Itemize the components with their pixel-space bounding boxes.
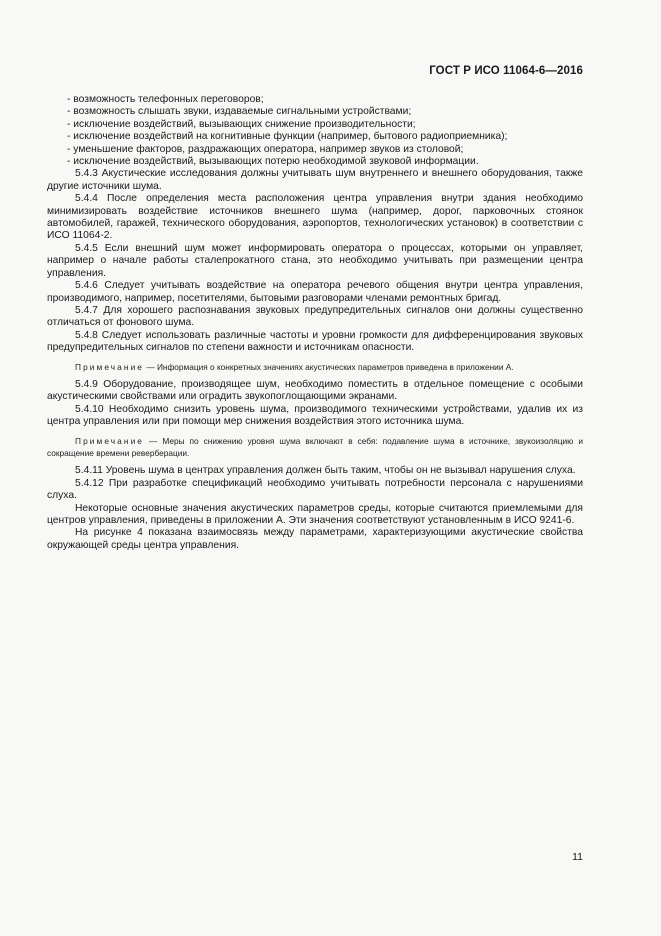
paragraph-acoustic-values: Некоторые основные значения акустических параметров среды, которые считаются приемлемыми для центров управления, приведены в приложении А. Эти значения соответствуют установленным в ИСО 9241-6. — [47, 502, 583, 526]
paragraph-5-4-9: 5.4.9 Оборудование, производящее шум, необходимо поместить в отдельное помещение с особыми акустическими свойствами или оградить звукопоглощающими экранами. — [47, 378, 583, 403]
paragraph-5-4-6: 5.4.6 Следует учитывать воздействие на оператора речевого общения внутри центра управления, производимого, например, посетителями, бытовыми разговорами членами ремонтных бригад. — [47, 280, 583, 304]
document-header: ГОСТ Р ИСО 11064-6—2016 — [429, 65, 583, 77]
paragraph-5-4-4: 5.4.4 После определения места расположения центра управления внутри здания необходимо минимизировать воздействие источников внешнего шума (например, дорог, парковочных стоянок автомобилей, гаражей, технического оборудования, аэропортов, технологических установок) в соответствии с ИСО 11064-2. — [47, 193, 583, 242]
paragraph-5-4-11: 5.4.11 Уровень шума в центрах управления должен быть таким, чтобы он не вызывал нарушения слуха. — [75, 465, 576, 477]
paragraph-5-4-10: 5.4.10 Необходимо снизить уровень шума, производимого техническими устройствами, удалив их из центра управления или при помощи мер снижения воздействия этого источника шума. — [47, 403, 583, 428]
paragraph-5-4-3: 5.4.3 Акустические исследования должны учитывать шум внутреннего и внешнего оборудования, также другие источники шума. — [47, 168, 583, 192]
document-body — [47, 94, 583, 552]
page-number: 11 — [572, 851, 583, 863]
list-item: - возможность телефонных переговоров; — [67, 94, 264, 105]
paragraph-5-4-12: 5.4.12 При разработке спецификаций необходимо учитывать потребности персонала с нарушениями слуха. — [47, 477, 583, 502]
note-1 — [47, 361, 583, 373]
note-text: — Меры по снижению уровня шума включают в себя: подавление шума в источнике, звукоизоляцию и сокращение времени реверберации. — [47, 435, 583, 458]
paragraph-5-4-8: 5.4.8 Следует использовать различные частоты и уровни громкости для дифференцирования звуковых предупредительных сигналов по степени важности и источникам опасности. — [47, 329, 583, 354]
note-label: Примечание — [75, 361, 145, 372]
note-label: Примечание — [75, 435, 145, 446]
paragraph-5-4-5: 5.4.5 Если внешний шум может информировать оператора о процессах, которыми он управляет, например о начале работы сталепрокатного стана, это необходимо учитывать при размещении центра управления. — [47, 242, 583, 279]
paragraph-5-4-7: 5.4.7 Для хорошего распознавания звуковых предупредительных сигналов они должны существенно отличаться от фонового шума. — [47, 304, 583, 329]
note-text: — Информация о конкретных значениях акустических параметров приведена в приложении А. — [144, 361, 514, 372]
paragraph-figure-4: На рисунке 4 показана взаимосвязь между параметрами, характеризующими акустические свойства окружающей среды центра управления. — [47, 527, 583, 551]
list-item: - уменьшение факторов, раздражающих оператора, например звуков из столовой; — [67, 143, 464, 155]
list-item: - исключение воздействий, вызывающих потерю необходимой звуковой информации. — [67, 156, 479, 168]
list-item: - возможность слышать звуки, издаваемые сигнальными устройствами; — [67, 106, 412, 118]
list-item: - исключение воздействий на когнитивные функции (например, бытового радиоприемника); — [67, 131, 508, 143]
note-2 — [47, 435, 583, 460]
list-item: - исключение воздействий, вызывающих снижение производительности; — [67, 118, 416, 130]
